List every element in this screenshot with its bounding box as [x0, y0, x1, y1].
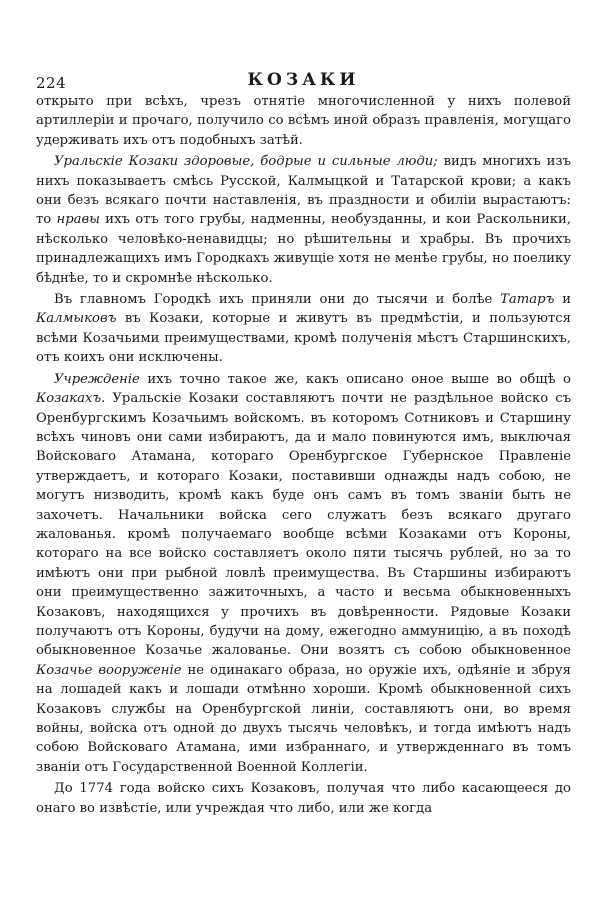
text-run: Уральскіе Козаки составляютъ почти не раздѣльное войско съ Оренбургскимъ Козачьимъ войскомъ. въ которомъ Сотниковъ и Старшину всѣхъ чиновъ они сами избираютъ, да и мало повинуются имъ, выключая Войсковаго Атамана, котораго Оренбургское Губернское Правленіе утверждаетъ, и котораго Козаки, поставивши однажды надъ собою, не могутъ низводить, кромѣ какъ буде онъ самъ въ томъ званіи быть не захочетъ. Начальники войска сего служатъ безъ всякаго другаго жалованья. кромѣ получаемаго вообще всѣми Козаками отъ Короны, котораго на все войско составляетъ около пяти тысячь рублей, но за то имѣютъ они при рыбной ловлѣ преимущества. Въ Старшины избираютъ они преимущественно зажиточныхъ, а часто и весьма обыкновенныхъ Козаковъ, находящихся у прочихъ въ довѣренности. Рядовые Козаки получаютъ отъ Короны, будучи на дому, ежегодно аммуницію, а въ походѣ обыкновенное Козачье жалованье. Они возятъ съ собою обыкновенное	[36, 391, 571, 659]
paragraph	[36, 290, 571, 368]
text-run: не одинакаго образа, но оружіе ихъ, одѣяніе и збруя на лошадей какъ и лошади отмѣнно хороши. Кромѣ обыкновенной сихъ Козаковъ службы на Оренбургской линіи, составляютъ они, во время войны, войска отъ одной до двухъ тысячь человѣкъ, и тогда имѣютъ надъ собою Войсковаго Атамана, ими избраннаго, и утвержденнаго въ томъ званіи отъ Государственной Военной Коллегіи.	[36, 662, 571, 775]
italic-text-run: нравы	[56, 212, 100, 228]
text-run: До 1774 года войско сихъ Козаковъ, получая что либо касающееся до онаго во извѣстіе, или учреждая что либо, или же когда	[36, 781, 571, 816]
italic-text-run: Козачье вооруженіе	[36, 662, 182, 678]
page-header	[36, 58, 571, 92]
text-run: Въ главномъ Городкѣ ихъ приняли они до тысячи и болѣе	[54, 292, 501, 308]
paragraph	[36, 92, 571, 150]
page-number: 224	[36, 74, 67, 92]
text-run: ихъ отъ того грубы, надменны, необузданны, и кои Раскольники, нѣсколько человѣко-ненавидцы; но рѣшительны и храбры. Въ прочихъ принадлежащихъ имъ Городкахъ живущіе хотя не менѣе грубы, но поелику бѣднѣе, то и скромнѣе нѣсколько.	[36, 212, 571, 286]
text-run: ихъ точно такое же, какъ описано оное выше во общѣ о	[139, 371, 571, 387]
text-run: въ Козаки, которые и живутъ въ предмѣстіи, и пользуются всѣми Козачьими преимуществами, кромѣ полученія мѣстъ Старшинскихъ, отъ коихъ они исключены.	[36, 311, 571, 366]
paragraph	[36, 779, 571, 818]
body-text	[36, 92, 571, 818]
paragraph	[36, 370, 571, 778]
text-run: открыто при всѣхъ, чрезъ отнятіе многочисленной у нихъ полевой артиллеріи и прочаго, получило со всѣмъ иной образъ правленія, могущаго удерживать ихъ отъ подобныхъ затѣй.	[36, 94, 571, 148]
italic-text-run: Учрежденіе	[54, 371, 140, 387]
running-title: КОЗАКИ	[247, 70, 360, 90]
paragraph	[36, 152, 571, 288]
italic-text-run: Татаръ	[500, 292, 555, 308]
italic-text-run: Козакахъ.	[36, 391, 106, 407]
italic-text-run: Калмыковъ	[36, 311, 117, 327]
text-run: видъ многихъ изъ нихъ показываетъ смѣсь Русской, Калмыцкой и Татарской крови; а какъ они безъ всякаго почти наставленія, въ праздности и обиліи вырастаютъ: то	[36, 154, 572, 228]
text-run: и	[554, 292, 572, 308]
italic-text-run: Уральскіе Козаки здоровые, бодрые и сильные люди;	[54, 154, 438, 170]
